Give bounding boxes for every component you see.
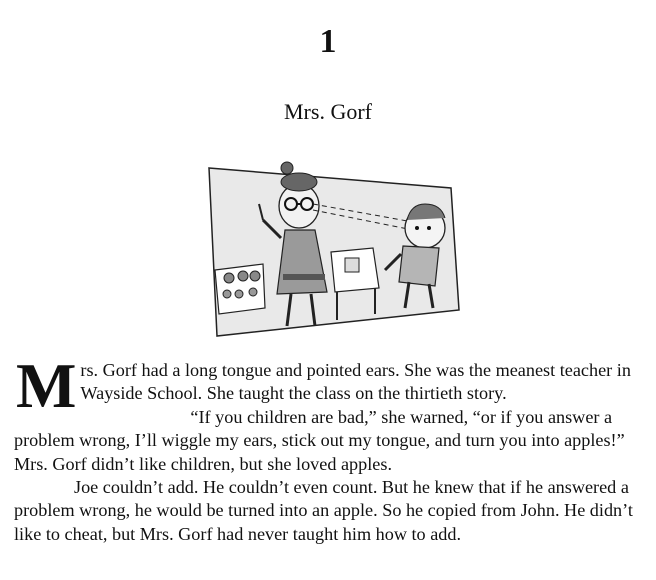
paragraph-1-text: rs. Gorf had a long tongue and pointed ears. She was the meanest teacher in Wayside School. She taught the class on the thirtieth story. [80, 360, 631, 404]
paragraph-3 [14, 476, 644, 546]
classroom-illustration [203, 160, 465, 340]
paragraph-2-text: “If you children are bad,” she warned, “or if you answer a problem wrong, I’ll wiggle my ears, stick out my tongue, and turn you into apples!” Mrs. Gorf didn’t like children, but she loved apples. [14, 406, 625, 474]
paragraph-2 [14, 406, 644, 476]
chapter-number: 1 [319, 23, 337, 60]
chapter-title: Mrs. Gorf [284, 99, 372, 124]
paragraph-3-text: Joe couldn’t add. He couldn’t even count. But he knew that if he answered a problem wrong, he would be turned into an apple. So he copied from John. He didn’t like to cheat, but Mrs. Gorf had never taught him how to add. [14, 477, 633, 544]
drop-cap: M [16, 350, 77, 421]
story-text [14, 350, 644, 546]
paragraph-1 [14, 350, 644, 421]
